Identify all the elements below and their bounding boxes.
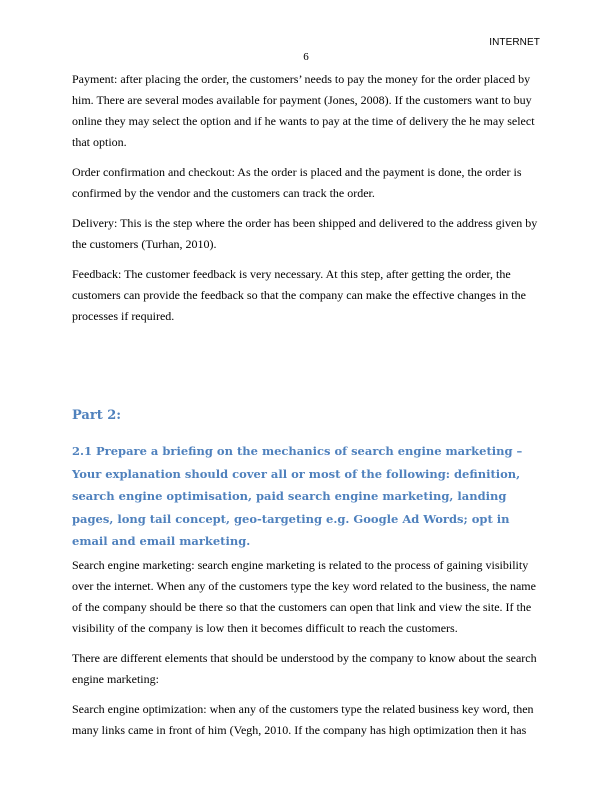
section-2-1-heading: 2.1 Prepare a briefing on the mechanics of search engine marketing – Your explanation should cover all or most of the following: definition, search engine optimisation, paid search engine marketing, landing pages, long tail concept, geo-targeting e.g. Google Ad Words; opt in email and email marketing.	[72, 444, 523, 548]
running-header-title: INTERNET	[489, 37, 540, 48]
paragraph-payment: Payment: after placing the order, the customers’ needs to pay the money for the order placed by him. There are several modes available for payment (Jones, 2008). If the customers want to buy online they may select the option and if he wants to pay at the time of delivery the he may select that option.	[72, 72, 535, 149]
section-gap	[72, 336, 542, 406]
paragraph-search-engine-marketing: Search engine marketing: search engine marketing is related to the process of gaining visibility over the internet. When any of the customers type the key word related to the business, the name of the company should be there so that the customers can open that link and view the site. If the visibility of the company is low then it becomes difficult to reach the customers.	[72, 557, 536, 635]
document-body	[72, 69, 542, 750]
part-2-heading: Part 2:	[72, 408, 122, 423]
paragraph-feedback: Feedback: The customer feedback is very necessary. At this step, after getting the order, the customers can provide the feedback so that the company can make the effective changes in the processes if required.	[72, 267, 526, 323]
paragraph-search-engine-optimization: Search engine optimization: when any of the customers type the related business key word, then many links came in front of him (Vegh, 2010. If the company has high optimization then it has	[72, 701, 534, 737]
paragraph-elements-intro: There are different elements that should be understood by the company to know about the search engine marketing:	[72, 650, 537, 686]
page-number: 6	[303, 51, 309, 63]
paragraph-delivery: Delivery: This is the step where the order has been shipped and delivered to the address given by the customers (Turhan, 2010).	[72, 216, 538, 251]
paragraph-order-confirmation: Order confirmation and checkout: As the order is placed and the payment is done, the order is confirmed by the vendor and the customers can track the order.	[72, 165, 522, 200]
